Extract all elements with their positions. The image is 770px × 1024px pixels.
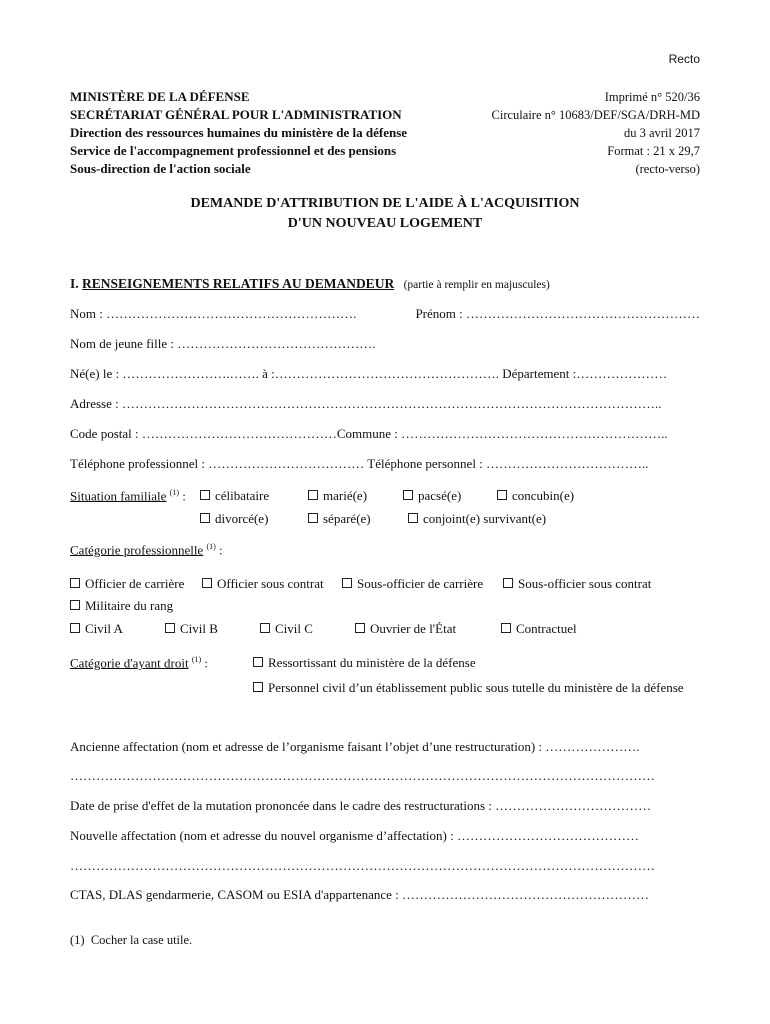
name-row [70, 306, 700, 322]
ancienne-affectation-continuation[interactable]: ……………………………………………………………………………………………………………………… [70, 768, 655, 783]
ministry-header [70, 88, 407, 178]
footnote-ref: (1) [169, 488, 179, 497]
subdirection-name: Sous-direction de l'action sociale [70, 161, 251, 176]
footnote-ref: (1) [191, 655, 202, 664]
checkbox-icon[interactable] [355, 623, 365, 633]
option-label: Sous-officier sous contrat [518, 576, 652, 591]
checkbox-ressortissant[interactable] [253, 655, 476, 671]
checkbox-icon[interactable] [70, 578, 80, 588]
option-label: marié(e) [323, 488, 368, 503]
nouvelle-affectation-field[interactable]: Nouvelle affectation (nom et adresse du nouvel organisme d’affectation) : …………………………………… [70, 828, 639, 843]
checkbox-civil-c[interactable] [260, 621, 313, 637]
code-postal-commune-field[interactable]: Code postal : ………………………………………Commune : …………………………………………………….. [70, 426, 668, 441]
ctas-field[interactable]: CTAS, DLAS gendarmerie, CASOM ou ESIA d'appartenance : ………………………………………………… [70, 887, 650, 902]
ministry-name: MINISTÈRE DE LA DÉFENSE [70, 89, 250, 104]
checkbox-icon[interactable] [200, 490, 210, 500]
checkbox-sous-officier-contrat[interactable] [503, 576, 651, 592]
checkbox-icon[interactable] [253, 682, 263, 692]
checkbox-marie[interactable] [308, 488, 367, 504]
checkbox-icon[interactable] [308, 513, 318, 523]
checkbox-celibataire[interactable] [200, 488, 269, 504]
option-label: divorcé(e) [215, 511, 269, 526]
title-line-2: D'UN NOUVEAU LOGEMENT [287, 216, 483, 231]
colon: : [201, 655, 209, 671]
checkbox-icon[interactable] [308, 490, 318, 500]
checkbox-concubin[interactable] [497, 488, 574, 504]
option-label: Officier sous contrat [217, 576, 324, 591]
footnote-text: Cocher la case utile. [90, 933, 193, 947]
checkbox-civil-b[interactable] [165, 621, 218, 637]
option-label: Militaire du rang [85, 598, 174, 613]
nom-field[interactable]: Nom : …………………………………………………. [70, 306, 357, 321]
checkbox-icon[interactable] [503, 578, 513, 588]
checkbox-icon[interactable] [70, 623, 80, 633]
footnote [70, 933, 192, 948]
checkbox-contractuel[interactable] [501, 621, 577, 637]
checkbox-icon[interactable] [403, 490, 413, 500]
option-label: Contractuel [516, 621, 577, 636]
checkbox-ouvrier-etat[interactable] [355, 621, 456, 637]
checkbox-icon[interactable] [70, 600, 80, 610]
option-label: Civil C [275, 621, 313, 636]
checkbox-icon[interactable] [200, 513, 210, 523]
section-number: I. [70, 276, 79, 291]
naissance-field[interactable]: Né(e) le : …………………….……. à :……………………………………………. Département :………………… [70, 366, 668, 381]
checkbox-icon[interactable] [202, 578, 212, 588]
option-label: Personnel civil d’un établissement public sous tutelle du ministère de la défense [268, 680, 684, 695]
option-label: pacsé(e) [418, 488, 462, 503]
checkbox-sous-officier-carriere[interactable] [342, 576, 483, 592]
option-label: Civil B [180, 621, 218, 636]
checkbox-icon[interactable] [408, 513, 418, 523]
form-reference [492, 88, 700, 178]
footnote-number: (1) [70, 933, 85, 947]
situation-familiale-title: Situation familiale [70, 488, 167, 504]
categorie-ayant-droit-title: Catégorie d'ayant droit [70, 655, 189, 671]
situation-familiale-label [70, 488, 186, 504]
checkbox-militaire-rang[interactable] [70, 598, 173, 614]
checkbox-officier-contrat[interactable] [202, 576, 324, 592]
secretariat-name: SECRÉTARIAT GÉNÉRAL POUR L'ADMINISTRATION [70, 107, 402, 122]
checkbox-personnel-civil[interactable] [253, 678, 703, 697]
option-label: Sous-officier de carrière [357, 576, 484, 591]
checkbox-icon[interactable] [497, 490, 507, 500]
option-label: Ressortissant du ministère de la défense [268, 655, 476, 670]
circular-number: Circulaire n° 10683/DEF/SGA/DRH-MD [491, 108, 700, 122]
checkbox-officier-carriere[interactable] [70, 576, 184, 592]
footnote-ref: (1) [206, 542, 216, 551]
categorie-professionnelle-label [70, 542, 223, 558]
form-format: Format : 21 x 29,7 [607, 144, 700, 158]
categorie-professionnelle-title: Catégorie professionnelle [70, 542, 204, 558]
circular-date: du 3 avril 2017 [623, 126, 700, 140]
checkbox-icon[interactable] [501, 623, 511, 633]
checkbox-icon[interactable] [253, 657, 263, 667]
option-label: séparé(e) [323, 511, 371, 526]
checkbox-icon[interactable] [165, 623, 175, 633]
checkbox-icon[interactable] [260, 623, 270, 633]
ancienne-affectation-field[interactable]: Ancienne affectation (nom et adresse de l’organisme faisant l’objet d’une restructuration) : …………………. [70, 739, 640, 754]
telephone-field[interactable]: Téléphone professionnel : ……………………………… Téléphone personnel : ……………………………….. [70, 456, 649, 471]
section-heading [70, 276, 550, 292]
checkbox-icon[interactable] [342, 578, 352, 588]
section-note: (partie à remplir en majuscules) [403, 279, 550, 291]
nom-jeune-fille-field[interactable]: Nom de jeune fille : ………………………………………. [70, 336, 376, 351]
option-label: concubin(e) [512, 488, 575, 503]
option-label: conjoint(e) survivant(e) [423, 511, 547, 526]
section-title: RENSEIGNEMENTS RELATIFS AU DEMANDEUR [82, 276, 395, 291]
prenom-field[interactable]: Prénom : ……………………………………………… [415, 306, 700, 321]
checkbox-pacse[interactable] [403, 488, 461, 504]
colon: : [215, 542, 223, 558]
checkbox-divorce[interactable] [200, 511, 268, 527]
document-title [70, 194, 700, 234]
adresse-field[interactable]: Adresse : …………………………………………………………………………………………………………….. [70, 396, 662, 411]
categorie-ayant-droit-label [70, 655, 208, 671]
direction-name: Direction des ressources humaines du ministère de la défense [70, 125, 408, 140]
nouvelle-affectation-continuation[interactable]: ……………………………………………………………………………………………………………………… [70, 858, 655, 873]
title-line-1: DEMANDE D'ATTRIBUTION DE L'AIDE À L'ACQUISITION [190, 196, 580, 211]
option-label: célibataire [215, 488, 270, 503]
checkbox-conjoint-survivant[interactable] [408, 511, 546, 527]
form-print-mode: (recto-verso) [635, 162, 700, 176]
form-number: Imprimé n° 520/36 [604, 90, 700, 104]
option-label: Ouvrier de l'État [370, 621, 457, 636]
recto-label: Recto [668, 52, 700, 66]
checkbox-separe[interactable] [308, 511, 371, 527]
checkbox-civil-a[interactable] [70, 621, 123, 637]
option-label: Civil A [85, 621, 123, 636]
date-mutation-field[interactable]: Date de prise d'effet de la mutation prononcée dans le cadre des restructurations : ……………………………… [70, 798, 652, 813]
colon: : [178, 488, 186, 504]
service-name: Service de l'accompagnement professionnel et des pensions [70, 143, 397, 158]
option-label: Officier de carrière [85, 576, 185, 591]
